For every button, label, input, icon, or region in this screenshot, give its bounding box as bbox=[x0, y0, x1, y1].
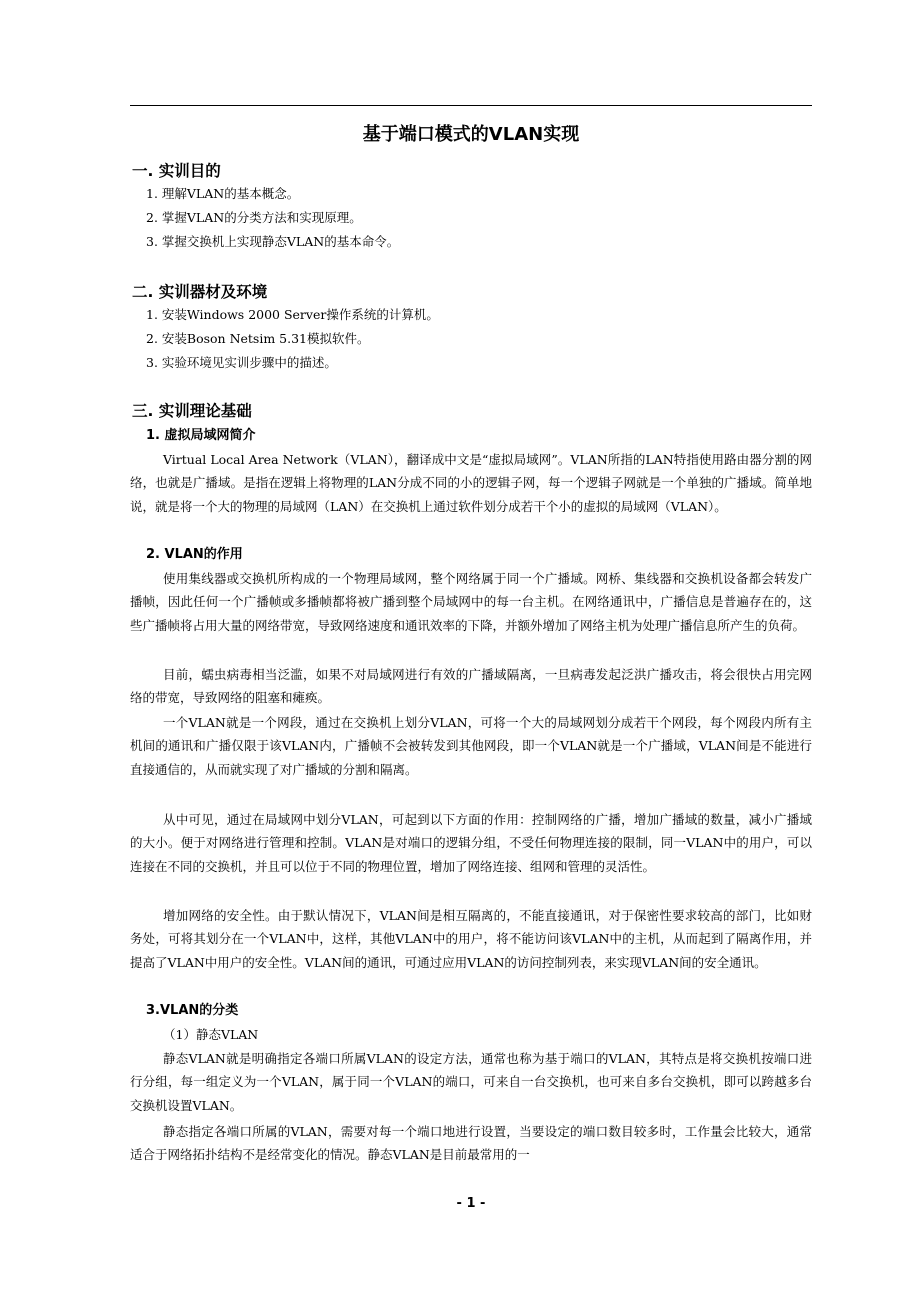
subsection-3-paragraph-2: 静态指定各端口所属的VLAN，需要对每一个端口地进行设置，当要设定的端口数目较多时，工作量会比较大，通常适合于网络拓扑结构不是经常变化的情况。静态VLAN是目前最常用的一 bbox=[130, 1124, 812, 1163]
section-2-item-2: 2. 安装Boson Netsim 5.31模拟软件。 bbox=[146, 331, 370, 346]
section-1-heading: 一. 实训目的 bbox=[132, 162, 221, 180]
document-title: 基于端口模式的VLAN实现 bbox=[362, 124, 580, 145]
subsection-2-heading: 2. VLAN的作用 bbox=[146, 547, 243, 562]
page-number: - 1 - bbox=[456, 1196, 486, 1211]
static-vlan-heading: （1）静态VLAN bbox=[163, 1027, 259, 1042]
section-2-item-3: 3. 实验环境见实训步骤中的描述。 bbox=[146, 355, 337, 370]
header-rule bbox=[130, 105, 812, 106]
subsection-1-paragraph-1: Virtual Local Area Network（VLAN），翻译成中文是“虚拟局域网”。VLAN所指的LAN特指使用路由器分割的网络，也就是广播域。是指在逻辑上将物理的LAN分成不同的小的逻辑子网，每一个逻辑子网就是一个单独的广播域。简单地说，就是将一个大的物理的局域网（LAN）在交换机上通过软件划分成若干个小的虚拟的局域网（VLAN）。 bbox=[130, 452, 812, 514]
subsection-2-paragraph-1: 使用集线器或交换机所构成的一个物理局域网，整个网络属于同一个广播域。网桥、集线器和交换机设备都会转发广播帧，因此任何一个广播帧或多播帧都将被广播到整个局域网中的每一台主机。在网络通讯中，广播信息是普遍存在的，这些广播帧将占用大量的网络带宽，导致网络速度和通讯效率的下降，并额外增加了网络主机为处理广播信息所产生的负荷。 bbox=[130, 571, 812, 633]
subsection-2-paragraph-4: 从中可见，通过在局域网中划分VLAN，可起到以下方面的作用：控制网络的广播，增加广播域的数量，减小广播域的大小。便于对网络进行管理和控制。VLAN是对端口的逻辑分组，不受任何物理连接的限制，同一VLAN中的用户，可以连接在不同的交换机，并且可以位于不同的物理位置，增加了网络连接、组网和管理的灵活性。 bbox=[130, 812, 812, 874]
section-1-item-1: 1. 理解VLAN的基本概念。 bbox=[146, 186, 300, 201]
subsection-3-heading: 3.VLAN的分类 bbox=[146, 1003, 239, 1018]
subsection-2-paragraph-5: 增加网络的安全性。由于默认情况下，VLAN间是相互隔离的，不能直接通讯，对于保密性要求较高的部门，比如财务处，可将其划分在一个VLAN中，这样，其他VLAN中的用户，将不能访问该VLAN中的主机，从而起到了隔离作用，并提高了VLAN中用户的安全性。VLAN间的通讯，可通过应用VLAN的访问控制列表，来实现VLAN间的安全通讯。 bbox=[130, 908, 812, 970]
section-1-item-2: 2. 掌握VLAN的分类方法和实现原理。 bbox=[146, 210, 362, 225]
subsection-3-paragraph-1: 静态VLAN就是明确指定各端口所属VLAN的设定方法，通常也称为基于端口的VLAN，其特点是将交换机按端口进行分组，每一组定义为一个VLAN，属于同一个VLAN的端口，可来自一台交换机，也可来自多台交换机，即可以跨越多台交换机设置VLAN。 bbox=[130, 1051, 812, 1113]
section-2-item-1: 1. 安装Windows 2000 Server操作系统的计算机。 bbox=[146, 307, 439, 322]
subsection-2-paragraph-3: 一个VLAN就是一个网段，通过在交换机上划分VLAN，可将一个大的局域网划分成若干个网段，每个网段内所有主机间的通讯和广播仅限于该VLAN内，广播帧不会被转发到其他网段，即一个VLAN就是一个广播域，VLAN间是不能进行直接通信的，从而就实现了对广播域的分割和隔离。 bbox=[130, 715, 812, 777]
subsection-2-paragraph-2: 目前，蠕虫病毒相当泛滥，如果不对局域网进行有效的广播域隔离，一旦病毒发起泛洪广播攻击，将会很快占用完网络的带宽，导致网络的阻塞和瘫痪。 bbox=[130, 667, 812, 706]
section-2-heading: 二. 实训器材及环境 bbox=[132, 283, 268, 301]
subsection-1-heading: 1. 虚拟局域网简介 bbox=[146, 428, 256, 443]
section-1-item-3: 3. 掌握交换机上实现静态VLAN的基本命令。 bbox=[146, 234, 400, 249]
section-3-heading: 三. 实训理论基础 bbox=[132, 402, 252, 420]
